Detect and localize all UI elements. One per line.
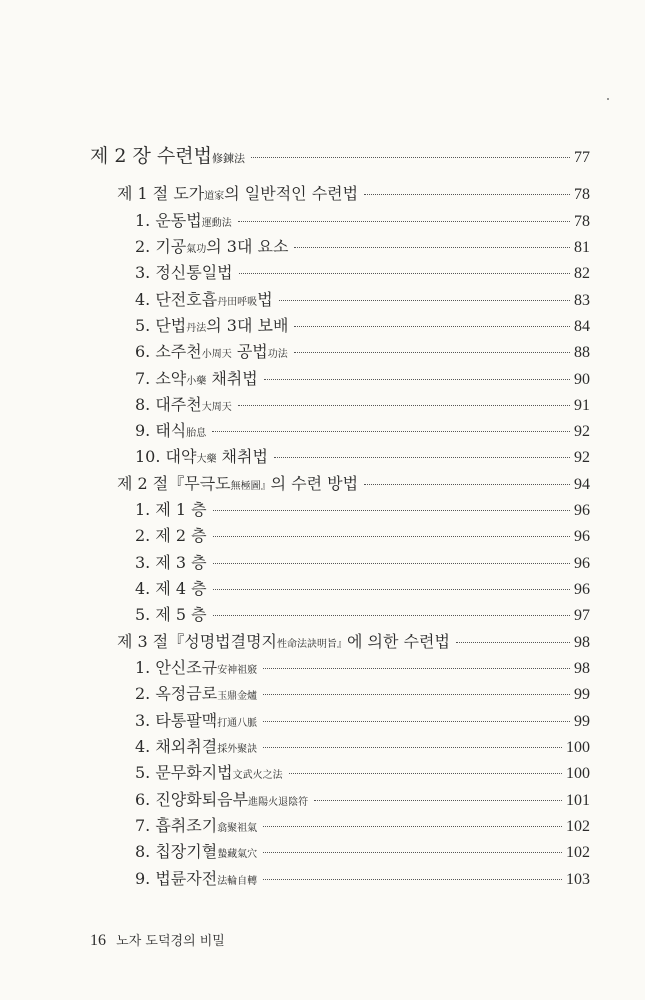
dot-leader (213, 536, 570, 537)
toc-entry-title: 제 2 절『무극도無極圖』의 수련 방법 (117, 474, 359, 493)
toc-entry-row[interactable] (135, 552, 590, 575)
page-number: 98 (574, 660, 590, 677)
dot-leader (456, 642, 570, 643)
dot-leader (263, 852, 562, 853)
dot-leader (213, 615, 570, 616)
toc-entry-title: 4. 채외취결採外聚訣 (135, 737, 258, 756)
page-number: 78 (574, 186, 590, 203)
page-number: 77 (574, 149, 590, 166)
dot-leader (238, 221, 570, 222)
toc-entry-row[interactable] (135, 525, 590, 548)
toc-entry-title: 10. 대약大藥 채취법 (135, 447, 268, 466)
dot-leader (239, 273, 570, 274)
dot-leader (263, 694, 570, 695)
toc-entry-row[interactable] (135, 578, 590, 601)
page-number: 94 (574, 476, 590, 493)
dot-leader (294, 326, 570, 327)
toc-entry-title: 7. 소약小藥 채취법 (135, 369, 258, 388)
page-number: 96 (574, 581, 590, 598)
toc-entry-row[interactable] (135, 446, 590, 471)
page-number: 101 (566, 792, 590, 809)
toc-entry-row[interactable] (135, 657, 590, 682)
dot-leader (213, 563, 570, 564)
page-number: 91 (574, 397, 590, 414)
page-number: 82 (574, 265, 590, 282)
dot-leader (289, 773, 562, 774)
footer-book-title: 노자 도덕경의 비밀 (116, 934, 225, 949)
toc-entry-title: 7. 흡취조기翕聚祖氣 (135, 816, 258, 835)
page-number: 99 (574, 686, 590, 703)
toc-entry-row[interactable] (135, 710, 590, 735)
footer-page-number: 16 (90, 932, 106, 949)
dot-leader (238, 405, 570, 406)
page-number: 96 (574, 555, 590, 572)
toc-entry-row[interactable] (135, 841, 590, 866)
page-number: 102 (566, 818, 590, 835)
dot-leader (263, 721, 570, 722)
toc-entry-row[interactable] (135, 604, 590, 627)
toc-entry-title: 1. 안신조규安神祖竅 (135, 658, 258, 677)
page-number: 81 (574, 239, 590, 256)
toc-entry-row[interactable] (135, 210, 590, 235)
toc-entry-title: 제 3 절『성명법결명지性命法訣明旨』에 의한 수련법 (117, 632, 450, 651)
toc-entry-title: 4. 단전호흡丹田呼吸법 (135, 290, 273, 309)
page-number: 97 (574, 607, 590, 624)
page-number: 96 (574, 528, 590, 545)
dot-leader (263, 668, 570, 669)
chapter-title: 제 2 장 수련법修鍊法 (90, 145, 245, 167)
toc-entry-row[interactable] (135, 289, 590, 314)
print-speck (607, 98, 609, 100)
toc-entry-title: 1. 제 1 층 (135, 500, 207, 519)
page-number: 99 (574, 713, 590, 730)
page-number: 100 (566, 765, 590, 782)
toc-entry-title: 2. 기공氣功의 3대 요소 (135, 237, 289, 256)
toc-entry-title: 3. 제 3 층 (135, 553, 207, 572)
dot-leader (263, 826, 562, 827)
toc-entry-row[interactable] (117, 473, 590, 498)
toc-entry-row[interactable] (135, 262, 590, 285)
toc-entry-title: 8. 대주천大周天 (135, 395, 232, 414)
toc-entry-row[interactable] (135, 736, 590, 761)
toc-entry-row[interactable] (135, 499, 590, 522)
dot-leader (263, 747, 562, 748)
page-number: 90 (574, 371, 590, 388)
toc-entry-row[interactable] (135, 683, 590, 708)
page-number: 88 (574, 344, 590, 361)
toc-entry-title: 3. 정신통일법 (135, 263, 233, 282)
toc-entry-title: 1. 운동법運動法 (135, 211, 232, 230)
toc-entry-title: 8. 칩장기혈蟄藏氣穴 (135, 842, 258, 861)
toc-entry-row[interactable] (135, 394, 590, 419)
dot-leader (212, 431, 570, 432)
toc-entry-row[interactable] (135, 789, 590, 814)
page-number: 92 (574, 449, 590, 466)
dot-leader (294, 247, 570, 248)
dot-leader (314, 800, 562, 801)
dot-leader (294, 352, 570, 353)
page-number: 103 (566, 871, 590, 888)
page-number: 102 (566, 844, 590, 861)
page-number: 92 (574, 423, 590, 440)
dot-leader (213, 510, 570, 511)
toc-entry-row[interactable] (135, 236, 590, 261)
toc-entry-title: 5. 단법丹法의 3대 보배 (135, 316, 289, 335)
dot-leader (264, 379, 570, 380)
toc-entry-row[interactable] (135, 762, 590, 787)
toc-entry-title: 9. 태식胎息 (135, 421, 207, 440)
toc-entry-row[interactable] (135, 341, 590, 366)
toc-entry-title: 2. 제 2 층 (135, 526, 207, 545)
toc-entry-row[interactable] (117, 183, 590, 208)
toc-entry-row[interactable] (135, 815, 590, 840)
page-number: 84 (574, 318, 590, 335)
dot-leader (364, 484, 570, 485)
dot-leader (213, 589, 570, 590)
toc-entry-title: 9. 법륜자전法輪自轉 (135, 869, 258, 888)
page-number: 100 (566, 739, 590, 756)
dot-leader (279, 300, 570, 301)
page-number: 96 (574, 502, 590, 519)
toc-entry-row[interactable] (135, 368, 590, 393)
toc-entry-title: 3. 타통팔맥打通八脈 (135, 711, 258, 730)
toc-entry-row[interactable] (135, 315, 590, 340)
toc-entry-title: 2. 옥정금로玉鼎金爐 (135, 684, 258, 703)
running-footer (90, 930, 225, 950)
toc-entry-row[interactable] (135, 420, 590, 445)
toc-entry-title: 4. 제 4 층 (135, 579, 207, 598)
toc-entry-row[interactable] (117, 631, 590, 656)
page-number: 83 (574, 292, 590, 309)
page-number: 78 (574, 213, 590, 230)
dot-leader (364, 194, 570, 195)
toc-entry-title: 5. 문무화지법文武火之法 (135, 763, 283, 782)
toc-entry-title: 6. 진양화퇴음부進陽火退陰符 (135, 790, 309, 809)
dot-leader (274, 457, 570, 458)
toc-entry-row[interactable] (135, 868, 590, 893)
toc-chapter-row[interactable] (90, 145, 590, 170)
toc-entry-title: 5. 제 5 층 (135, 605, 207, 624)
toc-entry-title: 6. 소주천小周天 공법功法 (135, 342, 288, 361)
dot-leader (263, 879, 562, 880)
toc-entry-title: 제 1 절 도가道家의 일반적인 수련법 (117, 184, 359, 203)
page-number: 98 (574, 634, 590, 651)
dot-leader (251, 157, 570, 158)
